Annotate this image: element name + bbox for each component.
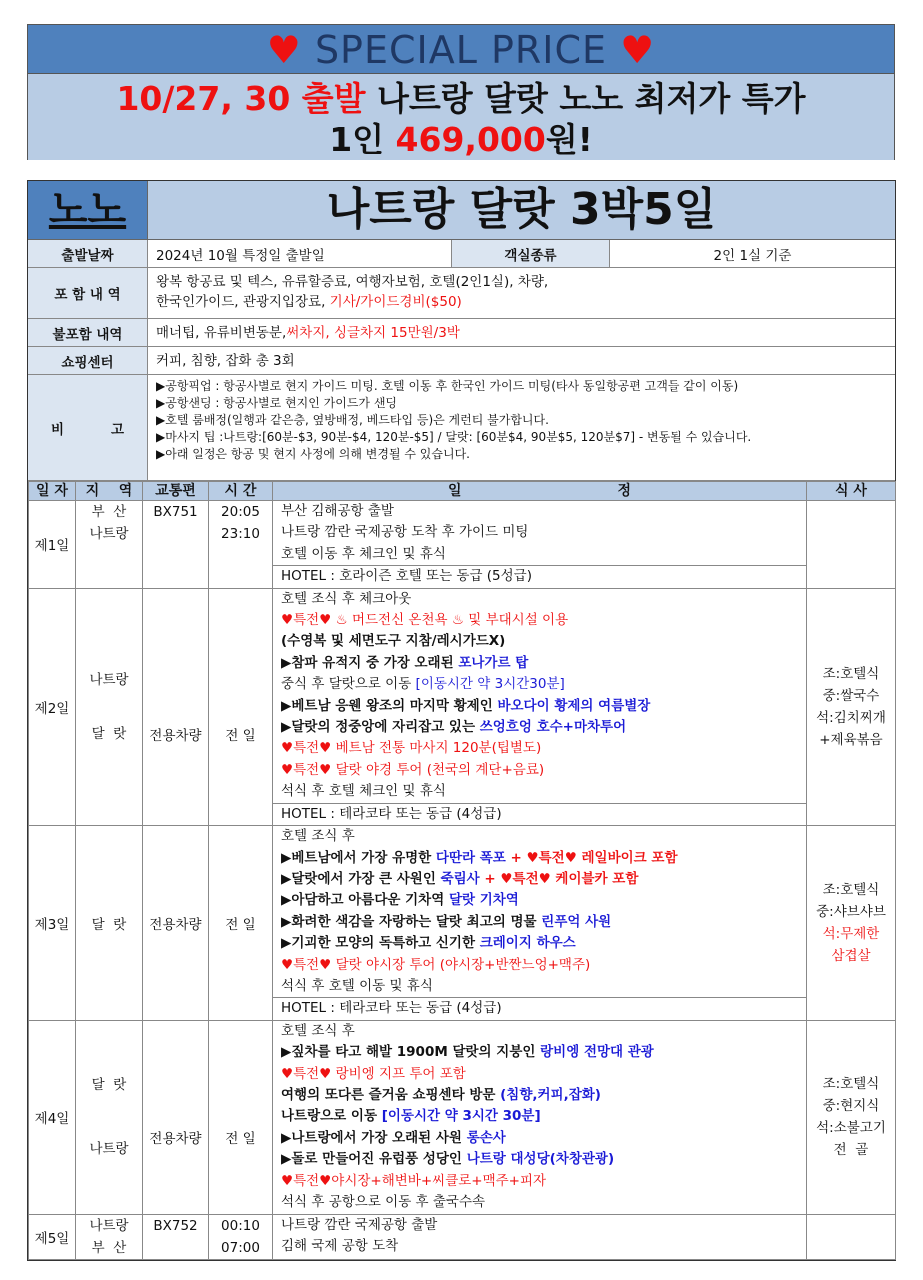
heart-icon: ♥ (620, 28, 656, 72)
schedule-line: 호텔 조식 후 체크아웃 (281, 590, 412, 607)
included-row (28, 268, 895, 319)
shopping-items: (침향,커피,잡화) (500, 1086, 601, 1103)
notes-row (28, 375, 895, 481)
time: 00:10 (221, 1217, 260, 1234)
time: 전 일 (209, 1020, 273, 1214)
schedule-line: 나트랑 깜란 국제공항 도착 후 가이드 미팅 (281, 524, 529, 541)
guide-fee: 기사/가이드경비($50) (329, 294, 462, 310)
day-label: 제4일 (29, 1020, 76, 1214)
attraction: 다딴라 폭포 (435, 849, 506, 866)
meal-cell (807, 501, 896, 589)
travel-time: [이동시간 약 3시간30분] (415, 676, 565, 693)
meal-dinner-extra: 전 골 (833, 1142, 869, 1159)
day-5-times (209, 1214, 273, 1259)
time: 전 일 (209, 826, 273, 1021)
meal-lunch: 중:샤브샤브 (816, 903, 886, 920)
day-4-schedule (273, 1020, 807, 1214)
banner-subtitle: 나트랑 달랏 노노 최저가 특가 (365, 79, 806, 118)
special-benefit: + ♥특전♥ 케이블카 포함 (479, 870, 639, 887)
schedule-line: 석식 후 공항으로 이동 후 출국수속 (281, 1194, 486, 1210)
included-label: 포 함 내 역 (28, 268, 148, 318)
price-prefix: 1인 (329, 120, 396, 159)
special-benefit: ♥특전♥ 베트남 전통 마사지 120분(팁별도) (281, 740, 542, 757)
place: 나트랑 (89, 1141, 129, 1158)
day-4-row (29, 1020, 896, 1214)
schedule-text: ▶아담하고 아름다운 기차역 (281, 892, 449, 909)
schedule-text: ▶나트랑에서 가장 오래된 사원 (281, 1129, 467, 1146)
transport: 전용차량 (143, 826, 209, 1021)
header-day: 일 자 (29, 482, 76, 501)
hotel-line: HOTEL : 테라코타 또는 동급 (4성급) (273, 997, 806, 1019)
attraction: 나트랑 대성당(차창관광) (466, 1151, 615, 1168)
day-4-meals (807, 1020, 896, 1214)
meal-lunch: 중:현지식 (822, 1098, 880, 1115)
day-5-row (29, 1214, 896, 1259)
included-line-2 (156, 292, 887, 312)
price-suffix: 원! (545, 120, 593, 159)
header-place: 지 역 (76, 482, 143, 501)
date-value: 2024년 10월 특정일 출발일 (148, 240, 452, 267)
meal-breakfast: 조:호텔식 (822, 881, 880, 898)
day-3-schedule (273, 826, 807, 1021)
attraction: 크레이지 하우스 (479, 935, 576, 952)
day-3-row (29, 826, 896, 1021)
banner-title (28, 25, 894, 74)
place: 부 산 (91, 504, 127, 520)
schedule-text: 나트랑으로 이동 (281, 1108, 382, 1125)
schedule-line: 호텔 조식 후 (281, 1022, 355, 1039)
day-1-places (76, 501, 143, 589)
time: 전 일 (209, 588, 273, 825)
place: 달 랏 (91, 1077, 127, 1094)
special-benefit: ♥특전♥ ♨ 머드전신 온천욕 ♨ 및 부대시설 이용 (281, 612, 569, 629)
attraction: 쓰엉흐엉 호수+마차투어 (479, 719, 627, 736)
schedule-line: 호텔 조식 후 (281, 828, 355, 845)
day-1-schedule (273, 501, 807, 589)
shopping-row (28, 347, 895, 375)
transport: 전용차량 (143, 588, 209, 825)
itinerary-table (27, 180, 896, 1261)
day-label: 제2일 (29, 588, 76, 825)
note-item: ▶공항픽업 : 항공사별로 현지 가이드 미팅. 호텔 이동 후 한국인 가이드 미팅(타사 동일항공편 고객들 같이 이동) (156, 379, 739, 393)
day-2-schedule (273, 588, 807, 825)
special-benefit: ♥특전♥ 달랏 야경 투어 (천국의 계단+음료) (281, 761, 545, 778)
schedule-text: ▶화려한 색감을 자랑하는 달랏 최고의 명물 (281, 913, 542, 930)
place: 달 랏 (76, 826, 143, 1021)
attraction: 죽림사 (440, 870, 480, 887)
place: 나트랑 (89, 526, 129, 542)
schedule-text: ▶기괴한 모양의 독특하고 신기한 (281, 935, 480, 952)
header-time: 시 간 (209, 482, 273, 501)
attraction: 롱손사 (466, 1129, 506, 1146)
banner-line-2 (28, 78, 894, 119)
shopping-value: 커피, 침향, 잡화 총 3회 (156, 352, 295, 369)
transport: BX752 (143, 1214, 209, 1259)
place: 나트랑 (89, 671, 129, 688)
meal-cell (807, 1214, 896, 1259)
room-value: 2인 1실 기준 (713, 247, 792, 264)
schedule-line: 김해 국제 공항 도착 (281, 1238, 399, 1255)
special-benefit: ♥특전♥야시장+해변바+씨클로+맥주+피자 (281, 1172, 547, 1189)
banner-line-3 (28, 119, 894, 160)
tour-title: 나트랑 달랏 3박5일 (148, 181, 895, 239)
time: 20:05 (221, 504, 260, 520)
day-5-places (76, 1214, 143, 1259)
schedule-text: ▶달랏에서 가장 큰 사원인 (281, 870, 441, 887)
schedule-text: ▶베트남 응웬 왕조의 마지막 황제인 (281, 697, 498, 714)
schedule-text: ▶달랏의 정중앙에 자리잡고 있는 (281, 719, 480, 736)
schedule-header (29, 482, 896, 501)
day-label: 제1일 (29, 501, 76, 589)
schedule-line: (수영복 및 세면도구 지참/레시가드X) (281, 633, 506, 650)
attraction: 포나가르 탑 (458, 654, 529, 671)
heart-icon: ♥ (266, 28, 302, 72)
date-label: 출발날짜 (28, 240, 148, 267)
day-2-row (29, 588, 896, 825)
special-price-text: SPECIAL PRICE (314, 28, 608, 72)
meal-dinner-extra: 삼겹살 (831, 947, 871, 964)
meal-dinner-extra: +제육볶음 (819, 731, 883, 748)
attraction: 린푸억 사원 (541, 913, 612, 930)
day-label: 제3일 (29, 826, 76, 1021)
meal-breakfast: 조:호텔식 (822, 1076, 880, 1093)
special-benefit: ♥특전♥ 달랏 야시장 투어 (야시장+반짠느엉+맥주) (281, 956, 591, 973)
surcharge-text: 써차지, 싱글차지 15만원/3박 (286, 324, 460, 341)
note-item: ▶마사지 팁 :나트랑:[60분-$3, 90분-$4, 120분-$5] / 달랏: [60분$4, 90분$5, 120분$7] - 변동될 수 있습니다. (156, 430, 752, 444)
price-value: 469,000 (395, 120, 546, 159)
header-schedule: 일 정 (273, 482, 807, 501)
departure-word: 출발 (301, 79, 366, 118)
meal-dinner: 석:소불고기 (816, 1120, 886, 1137)
header-meal: 식 사 (807, 482, 896, 501)
day-3-meals (807, 826, 896, 1021)
title-row (28, 181, 895, 240)
place: 부 산 (91, 1239, 127, 1256)
day-2-places (76, 588, 143, 825)
place: 나트랑 (89, 1217, 129, 1234)
attraction: 달랏 기차역 (448, 892, 519, 909)
meal-lunch: 중:쌀국수 (822, 687, 880, 704)
schedule-line: 석식 후 호텔 체크인 및 휴식 (281, 783, 446, 800)
special-benefit: ♥특전♥ 랑비엥 지프 투어 포함 (281, 1065, 466, 1082)
included-text: 한국인가이드, 관광지입장료, (156, 294, 330, 310)
hotel-line: HOTEL : 테라코타 또는 동급 (4성급) (273, 803, 806, 825)
schedule-line: 부산 김해공항 출발 (281, 503, 394, 519)
excluded-label: 불포함 내역 (28, 319, 148, 346)
time: 07:00 (221, 1239, 260, 1256)
excluded-text: 매너팁, 유류비변동분, (156, 324, 287, 341)
banner-body (28, 74, 894, 160)
day-label: 제5일 (29, 1214, 76, 1259)
special-benefit: + ♥특전♥ 레일바이크 포함 (505, 849, 678, 866)
hotel-line: HOTEL : 호라이즌 호텔 또는 동급 (5성급) (273, 565, 806, 587)
schedule-text: ▶짚차를 타고 해발 1900M 달랏의 지붕인 (281, 1044, 541, 1061)
shopping-label: 쇼핑센터 (28, 347, 148, 374)
excluded-row (28, 319, 895, 347)
attraction: 랑비엥 전망대 관광 (540, 1044, 654, 1061)
schedule-text: 여행의 또다른 즐거움 쇼핑센타 방문 (281, 1086, 501, 1103)
special-price-banner (27, 24, 895, 160)
schedule-text: 중식 후 달랏으로 이동 (281, 676, 416, 693)
meal-breakfast: 조:호텔식 (822, 665, 880, 682)
header-transport: 교통편 (143, 482, 209, 501)
time: 23:10 (221, 526, 260, 542)
schedule-text: ▶참파 유적지 중 가장 오래된 (281, 654, 459, 671)
note-item: ▶호텔 룸배정(일행과 같은층, 옆방배정, 베드타입 등)은 게런티 불가합니다. (156, 413, 549, 427)
travel-time: [이동시간 약 3시간 30분] (381, 1108, 541, 1125)
transport: 전용차량 (143, 1020, 209, 1214)
included-line-1: 왕복 항공료 및 텍스, 유류할증료, 여행자보험, 호텔(2인1실), 차량, (156, 274, 549, 290)
meal-dinner: 석:김치찌개 (816, 709, 886, 726)
attraction: 바오다이 황제의 여름별장 (497, 697, 651, 714)
departure-date: 10/27, 30 (116, 79, 302, 118)
date-row (28, 240, 895, 268)
schedule-text: ▶돌로 만들어진 유럽풍 성당인 (281, 1151, 467, 1168)
day-1-times (209, 501, 273, 589)
schedule-line: 나트랑 깜란 국제공항 출발 (281, 1216, 438, 1233)
transport: BX751 (143, 501, 209, 589)
schedule-line: 호텔 이동 후 체크인 및 휴식 (281, 545, 446, 562)
schedule-line: 석식 후 호텔 이동 및 휴식 (281, 977, 433, 994)
note-item: ▶공항샌딩 : 항공사별로 현지인 가이드가 샌딩 (156, 396, 398, 410)
day-2-meals (807, 588, 896, 825)
day-1-row (29, 501, 896, 589)
day-4-places (76, 1020, 143, 1214)
meal-dinner: 석:무제한 (822, 925, 880, 942)
note-item: ▶아래 일정은 항공 및 현지 사정에 의해 변경될 수 있습니다. (156, 447, 470, 461)
notes-list (148, 375, 895, 480)
schedule-text: ▶베트남에서 가장 유명한 (281, 849, 436, 866)
place: 달 랏 (91, 725, 127, 742)
brand-label: 노노 (28, 181, 148, 239)
room-label: 객실종류 (452, 240, 610, 267)
day-5-schedule (273, 1214, 807, 1259)
schedule-table (28, 481, 896, 1260)
notes-label: 비 고 (28, 375, 148, 480)
